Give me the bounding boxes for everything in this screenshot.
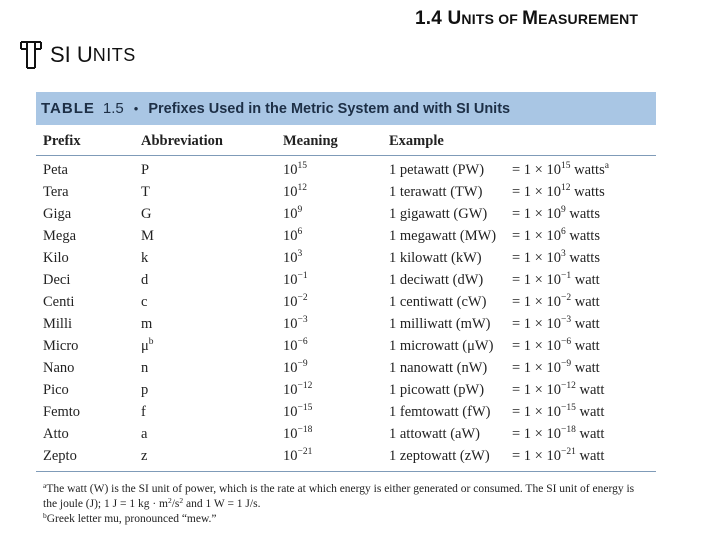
meaning-exponent: −9 <box>297 359 308 369</box>
cell-meaning <box>283 382 312 399</box>
cell-equivalent <box>512 272 600 289</box>
footnote-a-marker: a <box>43 481 47 490</box>
abbr-text: a <box>141 426 148 442</box>
equivalent-exponent: −2 <box>560 293 572 303</box>
table-row <box>36 159 656 181</box>
equivalent-unit: watts <box>565 206 600 222</box>
table-row <box>36 445 656 467</box>
table-row <box>36 181 656 203</box>
equivalent-unit: watt <box>571 316 600 332</box>
meaning-base: 10 <box>283 426 298 442</box>
section-letter-u: U <box>447 8 462 29</box>
meaning-base: 10 <box>283 184 298 200</box>
equivalent-exponent: −6 <box>560 337 572 347</box>
table-caption-bar <box>36 92 656 125</box>
table-row <box>36 269 656 291</box>
cell-prefix: Zepto <box>43 448 77 464</box>
prefix-table <box>36 92 656 527</box>
abbr-text: n <box>141 360 149 376</box>
section-title <box>415 8 638 30</box>
abbr-text: k <box>141 250 149 266</box>
cell-prefix: Giga <box>43 206 72 222</box>
cell-example: 1 picowatt (pW) <box>389 382 485 398</box>
cell-equivalent <box>512 382 604 399</box>
cell-abbreviation <box>141 228 154 245</box>
cell-prefix: Kilo <box>43 250 69 266</box>
cell-equivalent <box>512 250 600 267</box>
cell-equivalent <box>512 162 609 179</box>
section-title-part-2: EASUREMENT <box>538 11 639 27</box>
cell-example: 1 deciwatt (dW) <box>389 272 484 288</box>
cell-meaning <box>283 250 302 267</box>
cell-abbreviation <box>141 338 154 355</box>
meaning-base: 10 <box>283 250 298 266</box>
equivalent-exponent: −21 <box>560 447 576 457</box>
cell-abbreviation <box>141 184 150 201</box>
heading-small: NITS <box>92 44 136 65</box>
cell-abbreviation <box>141 250 148 267</box>
meaning-base: 10 <box>283 294 298 310</box>
cell-meaning <box>283 272 308 289</box>
equivalent-base: = 1 × 10 <box>512 448 561 464</box>
footnote-a-sup2: 2 <box>179 496 184 505</box>
meaning-base: 10 <box>283 448 298 464</box>
cell-abbreviation <box>141 360 148 377</box>
cell-abbreviation <box>141 206 151 223</box>
cell-meaning <box>283 206 302 223</box>
cell-meaning <box>283 228 302 245</box>
equivalent-exponent: −12 <box>560 381 576 391</box>
table-label: TABLE <box>41 100 95 117</box>
cell-example: 1 centiwatt (cW) <box>389 294 487 310</box>
table-separator: • <box>133 101 139 116</box>
cell-equivalent <box>512 404 604 421</box>
abbr-footnote-marker: b <box>148 337 154 347</box>
unit-footnote-marker: a <box>604 161 609 171</box>
meaning-exponent: −18 <box>297 425 313 435</box>
abbr-text: m <box>141 316 153 332</box>
equivalent-unit: watt <box>575 448 605 464</box>
meaning-exponent: 12 <box>297 183 307 193</box>
dagger-cross-icon <box>18 40 44 70</box>
equivalent-exponent: 3 <box>560 249 566 259</box>
footnote-a-sup1: 2 <box>167 496 172 505</box>
cell-equivalent <box>512 294 600 311</box>
footnote-b <box>43 512 643 527</box>
cell-meaning <box>283 316 308 333</box>
equivalent-unit: watts <box>565 228 600 244</box>
cell-prefix: Tera <box>43 184 69 200</box>
cell-meaning <box>283 404 312 421</box>
cell-meaning <box>283 448 312 465</box>
equivalent-unit: watt <box>575 404 605 420</box>
cell-equivalent <box>512 360 600 377</box>
cell-abbreviation <box>141 404 146 421</box>
meaning-base: 10 <box>283 338 298 354</box>
equivalent-base: = 1 × 10 <box>512 360 561 376</box>
table-row <box>36 225 656 247</box>
equivalent-exponent: −3 <box>560 315 572 325</box>
equivalent-base: = 1 × 10 <box>512 382 561 398</box>
meaning-exponent: −21 <box>297 447 313 457</box>
cell-prefix: Nano <box>43 360 75 376</box>
abbr-text: P <box>141 162 150 178</box>
column-header-row <box>36 125 656 156</box>
meaning-base: 10 <box>283 228 298 244</box>
equivalent-base: = 1 × 10 <box>512 404 561 420</box>
meaning-base: 10 <box>283 382 298 398</box>
cell-equivalent <box>512 228 600 245</box>
meaning-base: 10 <box>283 206 298 222</box>
equivalent-base: = 1 × 10 <box>512 294 561 310</box>
footnote-a-text: The watt (W) is the SI unit of power, which is the rate at which energy is either generated or consumed. The SI unit of energy is the joule (J); 1 J = 1 kg · m <box>43 483 635 510</box>
equivalent-exponent: 15 <box>560 161 571 171</box>
equivalent-unit: watts <box>565 250 600 266</box>
equivalent-base: = 1 × 10 <box>512 206 561 222</box>
meaning-exponent: 3 <box>297 249 303 259</box>
abbr-text: T <box>141 184 150 200</box>
cell-example: 1 microwatt (μW) <box>389 338 494 354</box>
equivalent-unit: watts <box>570 162 605 178</box>
equivalent-base: = 1 × 10 <box>512 250 561 266</box>
cell-example: 1 femtowatt (fW) <box>389 404 491 420</box>
equivalent-unit: watt <box>571 360 600 376</box>
cell-prefix: Peta <box>43 162 68 178</box>
cell-equivalent <box>512 206 600 223</box>
cell-prefix: Atto <box>43 426 69 442</box>
table-row <box>36 423 656 445</box>
cell-example: 1 kilowatt (kW) <box>389 250 482 266</box>
equivalent-exponent: −15 <box>560 403 576 413</box>
table-row <box>36 379 656 401</box>
equivalent-base: = 1 × 10 <box>512 272 561 288</box>
equivalent-base: = 1 × 10 <box>512 316 561 332</box>
equivalent-unit: watt <box>571 272 600 288</box>
cell-example: 1 petawatt (PW) <box>389 162 485 178</box>
section-letter-m: M <box>522 8 539 29</box>
abbr-text: c <box>141 294 148 310</box>
meaning-base: 10 <box>283 162 298 178</box>
cell-abbreviation <box>141 316 152 333</box>
table-row <box>36 291 656 313</box>
cell-prefix: Femto <box>43 404 81 420</box>
table-row <box>36 401 656 423</box>
cell-prefix: Mega <box>43 228 77 244</box>
column-header-prefix: Prefix <box>43 133 81 149</box>
meaning-exponent: 6 <box>297 227 303 237</box>
footnote-b-text: Greek letter mu, pronounced “mew.” <box>46 513 217 525</box>
cell-equivalent <box>512 338 600 355</box>
table-row <box>36 313 656 335</box>
meaning-base: 10 <box>283 272 298 288</box>
abbr-text: z <box>141 448 148 464</box>
cell-prefix: Centi <box>43 294 75 310</box>
cell-prefix: Deci <box>43 272 71 288</box>
abbr-text: d <box>141 272 149 288</box>
column-header-meaning: Meaning <box>283 133 338 149</box>
equivalent-exponent: −1 <box>560 271 572 281</box>
cell-abbreviation <box>141 448 147 465</box>
abbr-text: μ <box>141 338 149 354</box>
cell-abbreviation <box>141 272 148 289</box>
meaning-exponent: −1 <box>297 271 308 281</box>
cell-meaning <box>283 184 307 201</box>
cell-prefix: Micro <box>43 338 79 354</box>
equivalent-exponent: 9 <box>560 205 566 215</box>
equivalent-unit: watt <box>571 294 600 310</box>
footnote-b-marker: b <box>43 511 47 520</box>
meaning-exponent: −15 <box>297 403 313 413</box>
cell-abbreviation <box>141 426 147 443</box>
cell-example: 1 zeptowatt (zW) <box>389 448 490 464</box>
table-bottom-rule <box>36 471 656 472</box>
meaning-exponent: 9 <box>297 205 303 215</box>
cell-abbreviation <box>141 382 148 399</box>
abbr-text: M <box>141 228 154 244</box>
column-header-abbreviation: Abbreviation <box>141 133 223 149</box>
equivalent-exponent: 6 <box>560 227 566 237</box>
meaning-base: 10 <box>283 360 298 376</box>
cell-meaning <box>283 294 308 311</box>
meaning-base: 10 <box>283 404 298 420</box>
footnote-a-end: and 1 W = 1 J/s. <box>183 498 261 510</box>
abbr-text: p <box>141 382 149 398</box>
cell-meaning <box>283 338 308 355</box>
meaning-exponent: −3 <box>297 315 308 325</box>
heading-first: SI U <box>50 42 93 67</box>
meaning-base: 10 <box>283 316 298 332</box>
section-title-part-1: NITS OF <box>461 11 523 27</box>
cell-example: 1 terawatt (TW) <box>389 184 483 200</box>
cell-equivalent <box>512 448 604 465</box>
abbr-text: G <box>141 206 152 222</box>
cell-prefix: Pico <box>43 382 69 398</box>
table-row <box>36 335 656 357</box>
cell-abbreviation <box>141 294 147 311</box>
equivalent-exponent: 12 <box>560 183 571 193</box>
column-header-example: Example <box>389 133 444 149</box>
footnote-a-mid: /s <box>171 498 180 510</box>
equivalent-base: = 1 × 10 <box>512 184 561 200</box>
equivalent-unit: watts <box>570 184 605 200</box>
table-title: Prefixes Used in the Metric System and with SI Units <box>148 100 511 117</box>
footnote-a <box>43 482 643 512</box>
equivalent-unit: watt <box>575 382 605 398</box>
cell-abbreviation <box>141 162 149 179</box>
table-row <box>36 203 656 225</box>
section-number: 1.4 <box>415 8 443 29</box>
abbr-text: f <box>141 404 146 420</box>
equivalent-unit: watt <box>571 338 600 354</box>
table-row <box>36 247 656 269</box>
page-heading <box>18 40 136 70</box>
cell-equivalent <box>512 426 604 443</box>
cell-equivalent <box>512 184 605 201</box>
meaning-exponent: −2 <box>297 293 308 303</box>
cell-example: 1 gigawatt (GW) <box>389 206 488 222</box>
footnotes <box>36 482 643 527</box>
table-number: 1.5 <box>102 100 124 117</box>
cell-example: 1 nanowatt (nW) <box>389 360 488 376</box>
equivalent-base: = 1 × 10 <box>512 426 561 442</box>
cell-meaning <box>283 360 308 377</box>
equivalent-exponent: −9 <box>560 359 572 369</box>
equivalent-base: = 1 × 10 <box>512 162 561 178</box>
cell-meaning <box>283 162 307 179</box>
cell-example: 1 megawatt (MW) <box>389 228 497 244</box>
meaning-exponent: −12 <box>297 381 313 391</box>
equivalent-exponent: −18 <box>560 425 576 435</box>
table-body <box>36 156 656 467</box>
meaning-exponent: 15 <box>297 161 307 171</box>
cell-example: 1 milliwatt (mW) <box>389 316 491 332</box>
equivalent-base: = 1 × 10 <box>512 338 561 354</box>
equivalent-unit: watt <box>575 426 605 442</box>
equivalent-base: = 1 × 10 <box>512 228 561 244</box>
meaning-exponent: −6 <box>297 337 308 347</box>
cell-prefix: Milli <box>43 316 73 332</box>
cell-meaning <box>283 426 312 443</box>
table-row <box>36 357 656 379</box>
cell-example: 1 attowatt (aW) <box>389 426 480 442</box>
cell-equivalent <box>512 316 600 333</box>
